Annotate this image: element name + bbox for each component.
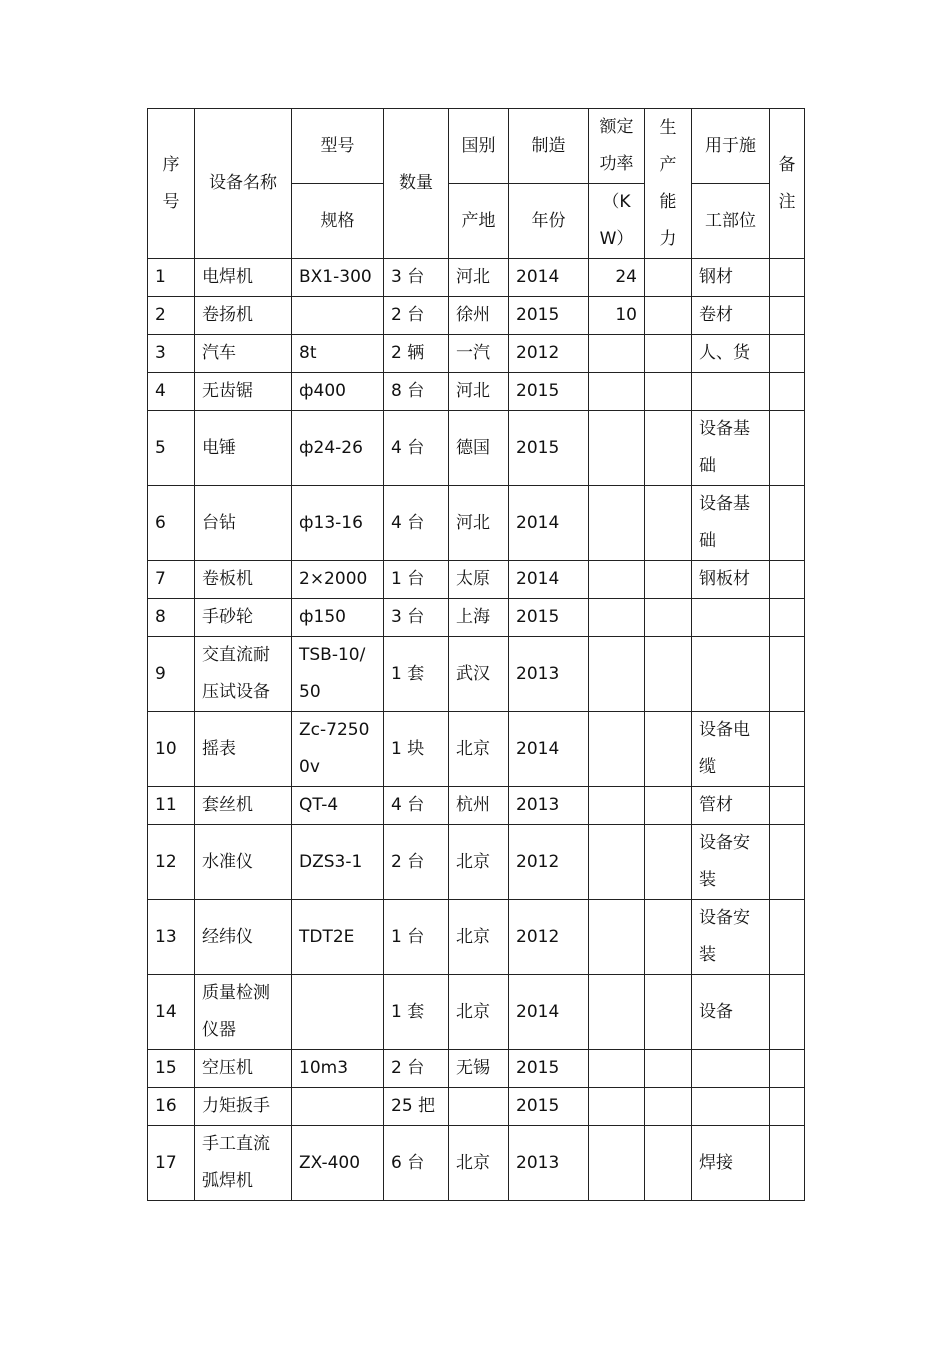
cell-use: 焊接 (692, 1126, 770, 1201)
cell-use (692, 637, 770, 712)
cell-name: 无齿锯 (195, 373, 292, 411)
cell-no: 11 (148, 787, 195, 825)
equipment-table (147, 108, 805, 1201)
cell-origin: 河北 (449, 486, 509, 561)
cell-capacity (645, 373, 692, 411)
cell-model (292, 1088, 384, 1126)
header-use-part: 工部位 (692, 184, 770, 259)
cell-capacity (645, 297, 692, 335)
cell-remark (770, 599, 805, 637)
cell-use (692, 1050, 770, 1088)
cell-capacity (645, 975, 692, 1050)
cell-power (589, 1126, 645, 1201)
header-name: 设备名称 (195, 109, 292, 259)
cell-origin: 北京 (449, 825, 509, 900)
cell-no: 14 (148, 975, 195, 1050)
cell-name: 交直流耐 压试设备 (195, 637, 292, 712)
cell-use: 人、货 (692, 335, 770, 373)
cell-year: 2012 (509, 335, 589, 373)
cell-qty: 2 台 (384, 297, 449, 335)
table-row (148, 975, 805, 1050)
cell-qty: 1 块 (384, 712, 449, 787)
cell-use (692, 599, 770, 637)
cell-origin: 北京 (449, 900, 509, 975)
cell-remark (770, 1088, 805, 1126)
header-row-top (148, 109, 805, 184)
cell-origin: 一汽 (449, 335, 509, 373)
cell-capacity (645, 335, 692, 373)
cell-origin: 河北 (449, 373, 509, 411)
cell-remark (770, 561, 805, 599)
cell-model (292, 975, 384, 1050)
cell-origin: 杭州 (449, 787, 509, 825)
cell-power (589, 1088, 645, 1126)
table-row (148, 637, 805, 712)
header-capacity: 生 产 能 力 (645, 109, 692, 259)
cell-model: ф150 (292, 599, 384, 637)
cell-model: DZS3-1 (292, 825, 384, 900)
cell-year: 2015 (509, 599, 589, 637)
cell-model: ф24-26 (292, 411, 384, 486)
cell-qty: 1 套 (384, 975, 449, 1050)
cell-qty: 2 辆 (384, 335, 449, 373)
cell-qty: 25 把 (384, 1088, 449, 1126)
cell-qty: 4 台 (384, 411, 449, 486)
cell-name: 质量检测 仪器 (195, 975, 292, 1050)
header-remark: 备 注 (770, 109, 805, 259)
cell-name: 经纬仪 (195, 900, 292, 975)
cell-remark (770, 373, 805, 411)
cell-power (589, 1050, 645, 1088)
cell-capacity (645, 787, 692, 825)
header-use: 用于施 (692, 109, 770, 184)
cell-no: 9 (148, 637, 195, 712)
cell-power (589, 975, 645, 1050)
table-row (148, 825, 805, 900)
cell-year: 2015 (509, 1088, 589, 1126)
cell-name: 手工直流 弧焊机 (195, 1126, 292, 1201)
table-row (148, 1088, 805, 1126)
cell-remark (770, 900, 805, 975)
cell-name: 电焊机 (195, 259, 292, 297)
header-power: 额定 功率 (589, 109, 645, 184)
table-row (148, 373, 805, 411)
cell-no: 16 (148, 1088, 195, 1126)
cell-capacity (645, 411, 692, 486)
cell-power (589, 373, 645, 411)
cell-year: 2013 (509, 637, 589, 712)
cell-capacity (645, 259, 692, 297)
cell-power (589, 712, 645, 787)
cell-no: 13 (148, 900, 195, 975)
cell-remark (770, 1050, 805, 1088)
cell-model: ZX-400 (292, 1126, 384, 1201)
cell-model: 10m3 (292, 1050, 384, 1088)
cell-use: 设备电 缆 (692, 712, 770, 787)
cell-name: 力矩扳手 (195, 1088, 292, 1126)
table-row (148, 900, 805, 975)
header-seq: 序 号 (148, 109, 195, 259)
cell-name: 电锤 (195, 411, 292, 486)
cell-use: 设备安 装 (692, 900, 770, 975)
cell-name: 水准仪 (195, 825, 292, 900)
cell-name: 台钻 (195, 486, 292, 561)
cell-power (589, 486, 645, 561)
cell-power (589, 900, 645, 975)
cell-origin: 德国 (449, 411, 509, 486)
cell-year: 2014 (509, 259, 589, 297)
cell-power (589, 561, 645, 599)
table-row (148, 787, 805, 825)
cell-no: 10 (148, 712, 195, 787)
cell-use: 设备 (692, 975, 770, 1050)
cell-power (589, 787, 645, 825)
cell-model: TSB-10/ 50 (292, 637, 384, 712)
cell-capacity (645, 825, 692, 900)
cell-no: 17 (148, 1126, 195, 1201)
cell-capacity (645, 1126, 692, 1201)
table-row (148, 411, 805, 486)
cell-qty: 3 台 (384, 259, 449, 297)
cell-no: 3 (148, 335, 195, 373)
cell-no: 5 (148, 411, 195, 486)
cell-use (692, 1088, 770, 1126)
cell-qty: 2 台 (384, 825, 449, 900)
cell-power (589, 825, 645, 900)
cell-model (292, 297, 384, 335)
cell-name: 手砂轮 (195, 599, 292, 637)
cell-model: 8t (292, 335, 384, 373)
cell-year: 2012 (509, 900, 589, 975)
cell-remark (770, 486, 805, 561)
cell-qty: 2 台 (384, 1050, 449, 1088)
cell-qty: 1 套 (384, 637, 449, 712)
cell-qty: 1 台 (384, 900, 449, 975)
cell-no: 4 (148, 373, 195, 411)
cell-use: 设备安 装 (692, 825, 770, 900)
cell-no: 7 (148, 561, 195, 599)
header-country: 国别 (449, 109, 509, 184)
cell-use: 卷材 (692, 297, 770, 335)
cell-remark (770, 1126, 805, 1201)
header-power-unit: （K W） (589, 184, 645, 259)
cell-no: 6 (148, 486, 195, 561)
cell-year: 2013 (509, 787, 589, 825)
cell-remark (770, 975, 805, 1050)
header-made: 制造 (509, 109, 589, 184)
cell-origin: 太原 (449, 561, 509, 599)
cell-capacity (645, 637, 692, 712)
cell-capacity (645, 900, 692, 975)
table-row (148, 1050, 805, 1088)
cell-capacity (645, 712, 692, 787)
cell-remark (770, 335, 805, 373)
cell-origin: 河北 (449, 259, 509, 297)
table-row (148, 297, 805, 335)
header-model: 型号 (292, 109, 384, 184)
cell-use: 钢材 (692, 259, 770, 297)
cell-model: 2×2000 (292, 561, 384, 599)
cell-remark (770, 825, 805, 900)
cell-no: 8 (148, 599, 195, 637)
cell-qty: 4 台 (384, 486, 449, 561)
cell-year: 2014 (509, 486, 589, 561)
cell-remark (770, 787, 805, 825)
cell-capacity (645, 486, 692, 561)
header-year: 年份 (509, 184, 589, 259)
cell-remark (770, 297, 805, 335)
cell-origin: 武汉 (449, 637, 509, 712)
cell-power (589, 335, 645, 373)
cell-name: 套丝机 (195, 787, 292, 825)
cell-qty: 1 台 (384, 561, 449, 599)
cell-year: 2015 (509, 411, 589, 486)
cell-origin: 北京 (449, 1126, 509, 1201)
cell-power: 24 (589, 259, 645, 297)
header-spec: 规格 (292, 184, 384, 259)
cell-name: 摇表 (195, 712, 292, 787)
cell-year: 2012 (509, 825, 589, 900)
cell-name: 汽车 (195, 335, 292, 373)
cell-capacity (645, 1050, 692, 1088)
cell-year: 2014 (509, 712, 589, 787)
cell-year: 2015 (509, 373, 589, 411)
cell-model: ф400 (292, 373, 384, 411)
cell-remark (770, 259, 805, 297)
cell-use: 钢板材 (692, 561, 770, 599)
cell-remark (770, 712, 805, 787)
cell-name: 卷扬机 (195, 297, 292, 335)
cell-qty: 8 台 (384, 373, 449, 411)
cell-model: ф13-16 (292, 486, 384, 561)
cell-capacity (645, 561, 692, 599)
cell-origin: 北京 (449, 712, 509, 787)
cell-year: 2015 (509, 1050, 589, 1088)
table-row (148, 561, 805, 599)
cell-origin: 北京 (449, 975, 509, 1050)
cell-no: 1 (148, 259, 195, 297)
cell-use: 设备基 础 (692, 486, 770, 561)
cell-year: 2013 (509, 1126, 589, 1201)
cell-origin: 上海 (449, 599, 509, 637)
cell-use: 设备基 础 (692, 411, 770, 486)
cell-capacity (645, 599, 692, 637)
cell-year: 2014 (509, 975, 589, 1050)
cell-use (692, 373, 770, 411)
cell-model: BX1-300 (292, 259, 384, 297)
cell-origin: 徐州 (449, 297, 509, 335)
cell-origin: 无锡 (449, 1050, 509, 1088)
cell-no: 2 (148, 297, 195, 335)
cell-remark (770, 411, 805, 486)
cell-model: QT-4 (292, 787, 384, 825)
cell-model: TDT2E (292, 900, 384, 975)
cell-year: 2015 (509, 297, 589, 335)
cell-remark (770, 637, 805, 712)
cell-name: 卷板机 (195, 561, 292, 599)
table-row (148, 599, 805, 637)
cell-name: 空压机 (195, 1050, 292, 1088)
cell-no: 12 (148, 825, 195, 900)
cell-origin (449, 1088, 509, 1126)
cell-use: 管材 (692, 787, 770, 825)
table-row (148, 1126, 805, 1201)
table-row (148, 335, 805, 373)
cell-power (589, 599, 645, 637)
cell-model: Zc-7250 0v (292, 712, 384, 787)
cell-qty: 4 台 (384, 787, 449, 825)
cell-no: 15 (148, 1050, 195, 1088)
cell-year: 2014 (509, 561, 589, 599)
header-qty: 数量 (384, 109, 449, 259)
cell-power (589, 637, 645, 712)
cell-capacity (645, 1088, 692, 1126)
cell-qty: 3 台 (384, 599, 449, 637)
table-row (148, 712, 805, 787)
table-row (148, 259, 805, 297)
cell-qty: 6 台 (384, 1126, 449, 1201)
cell-power (589, 411, 645, 486)
header-origin: 产地 (449, 184, 509, 259)
cell-power: 10 (589, 297, 645, 335)
table-row (148, 486, 805, 561)
